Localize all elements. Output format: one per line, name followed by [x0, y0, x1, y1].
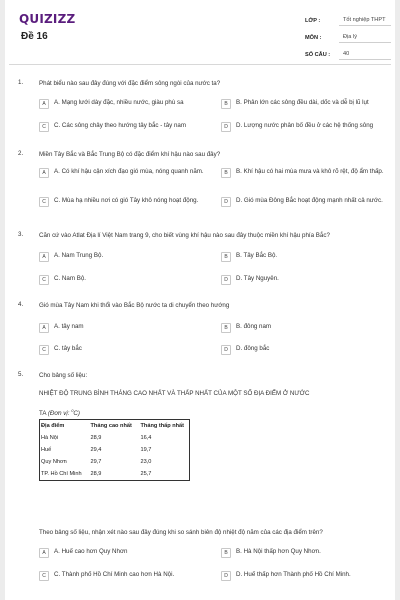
table-cell: 19,7 [140, 447, 152, 453]
table-row [40, 444, 190, 456]
table-row [40, 456, 190, 468]
question-text: Gió mùa Tây Nam khi thổi vào Bắc Bộ nước ta di chuyển theo hướng [39, 302, 230, 309]
table-row [40, 468, 190, 481]
option-letter-badge: D [221, 571, 231, 581]
question-text: Phát biểu nào sau đây đúng với đặc điểm sông ngòi của nước ta? [39, 80, 221, 87]
table-cell: 25,7 [140, 471, 152, 477]
option-text: D. Lượng nước phân bố đều ở các hệ thống sông [236, 122, 374, 129]
option-c[interactable] [39, 122, 209, 132]
option-text: D. Huế thấp hơn Thành phố Hồ Chí Minh. [236, 571, 351, 578]
option-text: B. Tây Bắc Bộ. [236, 252, 278, 259]
option-letter-badge: B [221, 323, 231, 333]
option-b[interactable] [221, 548, 391, 558]
option-d[interactable] [221, 197, 387, 207]
option-text: A. Mạng lưới dày đặc, nhiều nước, giàu phù sa [54, 99, 184, 106]
option-c[interactable] [39, 197, 209, 207]
option-text: C. Các sông chảy theo hướng tây bắc - tây nam [54, 122, 187, 129]
question-text: Căn cứ vào Atlat Địa lí Việt Nam trang 9, cho biết vùng khí hậu nào sau đây thuộc miền khí hậu phía Bắc? [39, 232, 330, 239]
table-cell: Huế [41, 447, 52, 453]
option-text: B. đông nam [236, 323, 272, 330]
worksheet-header [5, 0, 395, 62]
option-letter-badge: C [39, 571, 49, 581]
header-cell: Tháng thấp nhất [140, 423, 185, 429]
worksheet-page [5, 0, 395, 600]
table-cell: 28,9 [90, 471, 102, 477]
option-d[interactable] [221, 275, 391, 285]
meta-key: SỐ CÂU : [305, 52, 331, 58]
question-number: 1. [18, 79, 24, 86]
header-cell: Địa điểm [41, 423, 65, 429]
table-unit-end: C) [73, 410, 80, 418]
option-text: B. Hà Nội thấp hơn Quy Nhơn. [236, 548, 321, 555]
option-letter-badge: A [39, 323, 49, 333]
option-letter-badge: B [221, 99, 231, 109]
question-followup: Theo bảng số liệu, nhận xét nào sau đây đúng khi so sánh biên độ nhiệt độ năm của các địa điểm trên? [39, 529, 323, 536]
option-letter-badge: A [39, 168, 49, 178]
option-letter-badge: A [39, 252, 49, 262]
meta-row-subject [305, 29, 391, 43]
page-title: Đề 16 [21, 31, 48, 42]
worksheet-meta [305, 12, 391, 63]
option-b[interactable] [221, 252, 391, 262]
meta-value: Địa lý [339, 33, 391, 43]
option-text: A. tây nam [54, 323, 84, 330]
option-letter-badge: B [221, 252, 231, 262]
option-letter-badge: D [221, 275, 231, 285]
table-cell: TP. Hồ Chí Minh [41, 471, 82, 477]
option-text: C. Mùa hạ nhiều nơi có gió Tây khô nóng hoạt động. [54, 197, 199, 204]
option-d[interactable] [221, 122, 391, 132]
meta-value: Tốt nghiệp THPT [339, 16, 391, 26]
table-cell: Hà Nội [41, 435, 59, 441]
table-row [40, 432, 190, 444]
table-cell: 29,7 [90, 459, 102, 465]
meta-row-count [305, 46, 391, 60]
table-unit-degree: 0 [71, 408, 74, 413]
option-text: A. Huế cao hơn Quy Nhơn [54, 548, 128, 555]
table-title-cont: TA [39, 410, 47, 418]
meta-key: LỚP : [305, 18, 321, 24]
option-c[interactable] [39, 345, 209, 355]
option-d[interactable] [221, 345, 391, 355]
option-text: C. Nam Bộ. [54, 275, 86, 282]
option-text: D. đông bắc [236, 345, 270, 352]
option-letter-badge: C [39, 345, 49, 355]
quizizz-logo [19, 12, 75, 26]
table-header-row [40, 420, 190, 433]
option-letter-badge: D [221, 197, 231, 207]
option-letter-badge: D [221, 345, 231, 355]
option-letter-badge: C [39, 197, 49, 207]
option-letter-badge: A [39, 548, 49, 558]
option-a[interactable] [39, 252, 209, 262]
table-cell: 16,4 [140, 435, 152, 441]
header-divider [9, 64, 391, 65]
table-cell: 29,4 [90, 447, 102, 453]
option-text: B. Phân lớn các sông đều dài, dốc và dễ bị lũ lụt [236, 99, 369, 106]
option-b[interactable] [221, 323, 391, 333]
table-title-line-2 [39, 406, 384, 418]
table-cell: 28,9 [90, 435, 102, 441]
question-number: 3. [18, 231, 24, 238]
option-b[interactable] [221, 168, 387, 178]
question-number: 5. [18, 371, 24, 378]
brand-name: QUIZIZZ [19, 12, 76, 26]
option-text: C. tây bắc [54, 345, 82, 352]
option-letter-badge: C [39, 122, 49, 132]
meta-key: MÔN : [305, 35, 322, 41]
option-text: A. Nam Trung Bộ. [54, 252, 104, 259]
option-text: B. Khí hậu có hai mùa mưa và khô rõ rệt, độ ẩm thấp. [236, 168, 384, 175]
table-cell: 23,0 [140, 459, 152, 465]
option-letter-badge: B [221, 548, 231, 558]
option-text: D. Tây Nguyên. [236, 275, 279, 282]
option-a[interactable] [39, 548, 209, 558]
option-b[interactable] [221, 99, 391, 109]
option-letter-badge: C [39, 275, 49, 285]
table-unit-label: (Đơn vị: [47, 410, 72, 418]
option-a[interactable] [39, 168, 209, 178]
option-a[interactable] [39, 323, 209, 333]
option-letter-badge: B [221, 168, 231, 178]
table-title: NHIỆT ĐỘ TRUNG BÌNH THÁNG CAO NHẤT VÀ THẤP NHẤT CỦA MỘT SỐ ĐỊA ĐIỂM Ở NƯỚC [39, 390, 310, 397]
meta-row-class [305, 12, 391, 26]
option-text: A. Có khí hậu cận xích đạo gió mùa, nóng quanh năm. [54, 168, 204, 175]
option-letter-badge: A [39, 99, 49, 109]
option-a[interactable] [39, 99, 209, 109]
header-cell: Tháng cao nhất [90, 423, 132, 429]
option-text: C. Thành phố Hồ Chí Minh cao hơn Hà Nội. [54, 571, 175, 578]
option-text: D. Gió mùa Đông Bắc hoạt động mạnh nhất cả nước. [236, 197, 383, 204]
table-cell: Quy Nhơn [41, 459, 67, 465]
question-text: Cho bảng số liệu: [39, 372, 88, 379]
option-c[interactable] [39, 571, 209, 581]
table-unit [48, 410, 80, 417]
question-number: 2. [18, 150, 24, 157]
option-c[interactable] [39, 275, 209, 285]
meta-value: 40 [339, 50, 391, 60]
option-d[interactable] [221, 571, 391, 581]
temperature-table [39, 419, 190, 481]
question-number: 4. [18, 301, 24, 308]
question-text: Miền Tây Bắc và Bắc Trung Bộ có đặc điểm khí hậu nào sau đây? [39, 151, 221, 158]
option-letter-badge: D [221, 122, 231, 132]
